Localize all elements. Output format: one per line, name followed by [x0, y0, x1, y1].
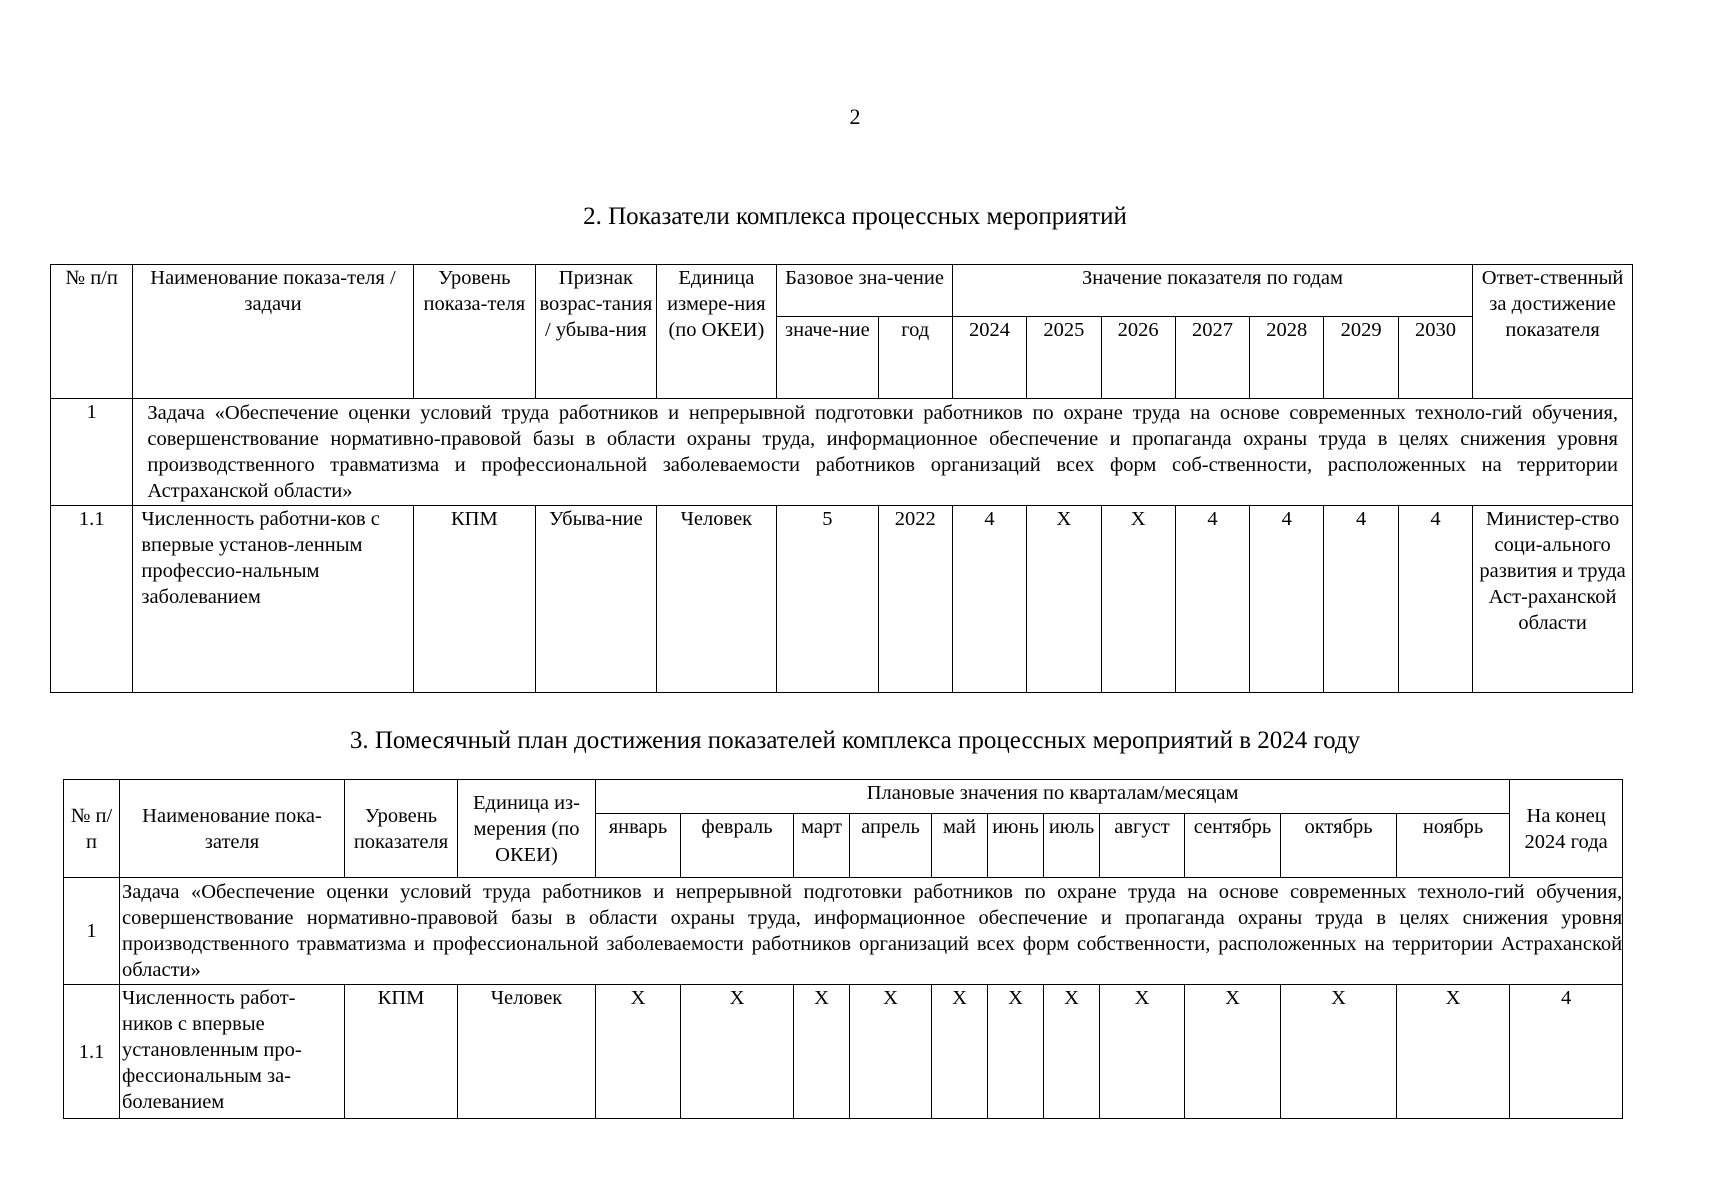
header-year: 2030 — [1398, 317, 1472, 399]
year-value: 4 — [1175, 506, 1249, 693]
header-year: 2025 — [1027, 317, 1101, 399]
header-level: Уровень показателя — [345, 780, 458, 878]
page-number: 2 — [849, 104, 861, 129]
base-year: 2022 — [878, 506, 952, 693]
header-month: март — [794, 814, 850, 878]
indicator-level: КПМ — [413, 506, 536, 693]
header-trend: Признак возрас-тания / убыва-ния — [536, 265, 657, 399]
header-month: май — [932, 814, 988, 878]
month-value: X — [988, 985, 1044, 1119]
header-year: 2024 — [952, 317, 1026, 399]
month-value: X — [1281, 985, 1397, 1119]
header-base-year: год — [878, 317, 952, 399]
task-text: Задача «Обеспечение оценки условий труда работников и непрерывной подготовки работников по охране труда на основе современных техноло-гий обучения, совершенствование нормативно-правовой базы в области охраны труда, информационное обеспечение и пропаганда охраны труда в целях снижения уровня производственного травматизма и профессиональной заболеваемости работников организаций всех форм собственности, расположенных на территории Астраханской области» — [120, 878, 1623, 985]
indicator-name: Численность работни-ков с впервые установ-ленным профессио-нальным заболеванием — [133, 506, 413, 693]
header-level: Уровень показа-теля — [413, 265, 536, 399]
responsible: Министер-ство соци-ального развития и труда Аст-раханской области — [1473, 506, 1633, 693]
header-name: Наименование пока-зателя — [120, 780, 345, 878]
header-unit: Единица из-мерения (по ОКЕИ) — [458, 780, 596, 878]
header-plan-title: Плановые значения по кварталам/месяцам — [596, 780, 1510, 814]
header-year: 2028 — [1250, 317, 1324, 399]
monthly-plan-table — [63, 779, 1623, 1119]
indicators-table — [50, 264, 1633, 693]
year-value: X — [1101, 506, 1175, 693]
header-years-title: Значение показателя по годам — [952, 265, 1472, 317]
year-value: 4 — [1324, 506, 1398, 693]
year-value: X — [1027, 506, 1101, 693]
header-month: апрель — [850, 814, 932, 878]
task-num: 1 — [51, 399, 133, 506]
end-value: 4 — [1510, 985, 1623, 1119]
header-base: Базовое зна-чение — [777, 265, 953, 317]
header-num: № п/п — [64, 780, 120, 878]
row-num: 1.1 — [51, 506, 133, 693]
year-value: 4 — [952, 506, 1026, 693]
month-value: X — [1185, 985, 1281, 1119]
indicator-unit: Человек — [656, 506, 777, 693]
header-end: На конец 2024 года — [1510, 780, 1623, 878]
month-value: X — [681, 985, 794, 1119]
indicator-trend: Убыва-ние — [536, 506, 657, 693]
task-text: Задача «Обеспечение оценки условий труда работников и непрерывной подготовки работников по охране труда на основе современных техноло-гий обучения, совершенствование нормативно-правовой базы в области охраны труда, информационное обеспечение и пропаганда охраны труда в целях снижения уровня производственного травматизма и профессиональной заболеваемости работников организаций всех форм соб-ственности, расположенных на территории Астраханской области» — [133, 399, 1633, 506]
header-month: октябрь — [1281, 814, 1397, 878]
month-value: X — [850, 985, 932, 1119]
header-month: январь — [596, 814, 681, 878]
header-month: сентябрь — [1185, 814, 1281, 878]
month-value: X — [932, 985, 988, 1119]
year-value: 4 — [1398, 506, 1472, 693]
header-month: июль — [1044, 814, 1100, 878]
header-base-value: значе-ние — [777, 317, 878, 399]
indicator-unit: Человек — [458, 985, 596, 1119]
header-responsible: Ответ-ственный за достижение показателя — [1473, 265, 1633, 399]
month-value: X — [1397, 985, 1510, 1119]
base-value: 5 — [777, 506, 878, 693]
month-value: X — [794, 985, 850, 1119]
section-3-title: 3. Помесячный план достижения показателей комплекса процессных мероприятий в 2024 году — [349, 727, 1361, 754]
month-value: X — [596, 985, 681, 1119]
header-unit: Единица измере-ния (по ОКЕИ) — [656, 265, 777, 399]
month-value: X — [1044, 985, 1100, 1119]
indicator-name: Численность работ-ников с впервые установленным про-фессиональным за-болеванием — [120, 985, 345, 1119]
task-num: 1 — [64, 878, 120, 985]
header-month: февраль — [681, 814, 794, 878]
header-name: Наименование показа-теля / задачи — [133, 265, 413, 399]
year-value: 4 — [1250, 506, 1324, 693]
header-year: 2029 — [1324, 317, 1398, 399]
header-month: июнь — [988, 814, 1044, 878]
header-num: № п/п — [51, 265, 133, 399]
header-year: 2027 — [1175, 317, 1249, 399]
row-num: 1.1 — [64, 985, 120, 1119]
header-month: ноябрь — [1397, 814, 1510, 878]
section-2-title: 2. Показатели комплекса процессных мероприятий — [583, 203, 1127, 230]
header-year: 2026 — [1101, 317, 1175, 399]
month-value: X — [1100, 985, 1185, 1119]
indicator-level: КПМ — [345, 985, 458, 1119]
header-month: август — [1100, 814, 1185, 878]
